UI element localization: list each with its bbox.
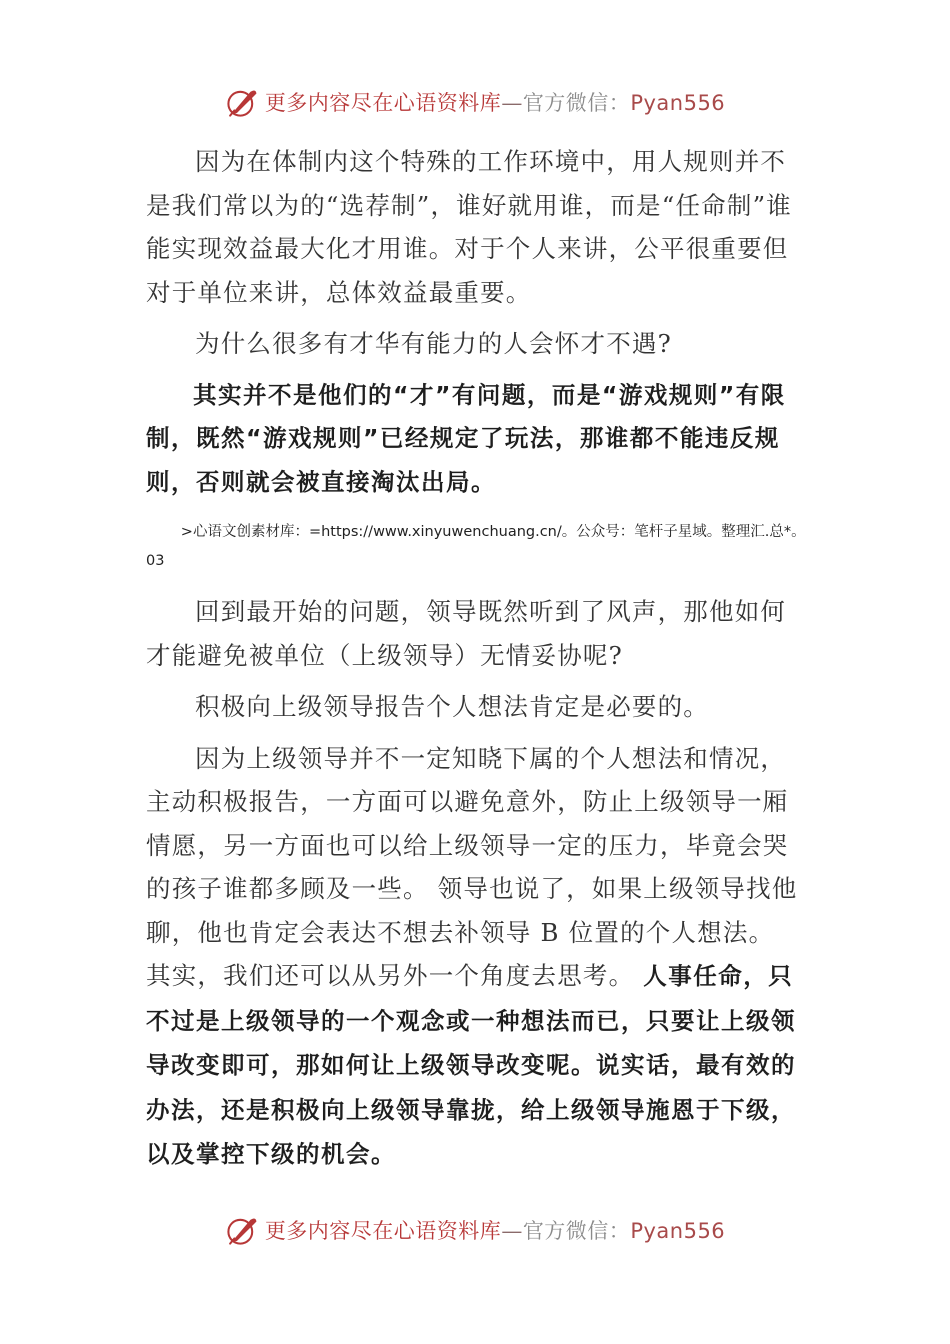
- paragraph-4: 回到最开始的问题，领导既然听到了风声，那他如何才能避免被单位（上级领导）无情妥协呢?: [146, 597, 787, 670]
- paragraph-6: [146, 737, 808, 1177]
- paragraph-6-bold: 人事任命，只不过是上级领导的一个观念或一种想法而已，只要让上级领导改变即可，那如何让上级领导改变呢。说实话，最有效的办法，还是积极向上级领导靠拢，给上级领导施恩于下级，以及掌控下级的机会。: [146, 962, 796, 1168]
- footer-brand: 更多内容尽在心语资料库—官方微信：Pyan556: [264, 1219, 726, 1243]
- paragraph-2: 为什么很多有才华有能力的人会怀才不遇?: [195, 329, 672, 358]
- paragraph-1: 因为在体制内这个特殊的工作环境中，用人规则并不是我们常以为的“选荐制”，谁好就用谁，而是“任命制”谁能实现效益最大化才用谁。对于个人来讲，公平很重要但对于单位来讲，总体效益最重要。: [146, 147, 792, 307]
- paragraph-5: 积极向上级领导报告个人想法肯定是必要的。: [195, 692, 709, 721]
- source-note: >心语文创素材库：=https://www.xinyuwenchuang.cn/。公众号：笔杆子星域。整理汇.总*。03: [146, 524, 806, 569]
- header-brand: 更多内容尽在心语资料库—官方微信：Pyan556: [264, 91, 726, 115]
- quill-pen-icon: [225, 1213, 259, 1247]
- document-body: [146, 140, 808, 1177]
- quill-pen-icon: [225, 85, 259, 119]
- footer-banner: [0, 1210, 950, 1250]
- paragraph-6-normal: 因为上级领导并不一定知晓下属的个人想法和情况，主动积极报告，一方面可以避免意外，防止上级领导一厢情愿，另一方面也可以给上级领导一定的压力，毕竟会哭的孩子谁都多顾及一些。 领导也说了，如果上级领导找他聊，他也肯定会表达不想去补领导 B 位置的个人想法。 其实，我们还可以从另外一个角度去思考。: [146, 743, 798, 990]
- paragraph-3-bold: 其实并不是他们的“才”有问题，而是“游戏规则”有限制，既然“游戏规则”已经规定了玩法，那谁都不能违反规则，否则就会被直接淘汰出局。: [146, 380, 786, 496]
- header-banner: [0, 82, 950, 122]
